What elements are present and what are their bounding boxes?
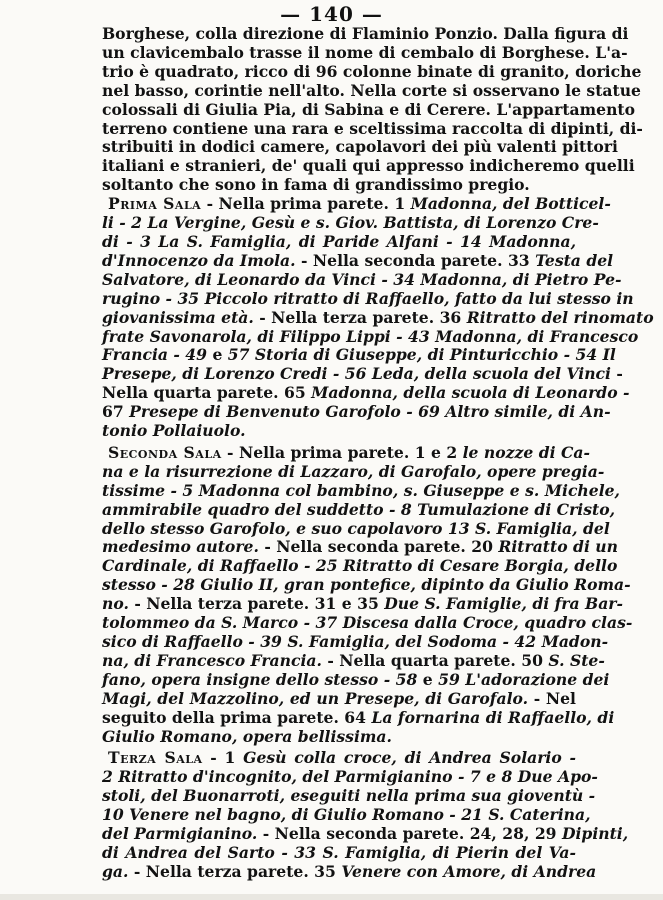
intro-line: Borghese, colla direzione di Flaminio Ponzio. Dalla figura di (102, 24, 629, 43)
intro-line: soltanto che sono in fama di grandissimo pregio. (102, 175, 530, 195)
prima-sala-line: tonio Pollaiuolo. (102, 421, 246, 441)
prima-sala-line: d'Innocenzo da Imola. - Nella seconda parete. 33 Testa del (102, 250, 614, 270)
intro-line: stribuiti in dodici camere, capolavori dei più valenti pittori (102, 137, 618, 157)
prima-sala-line: Nella quarta parete. 65 Madonna, della scuola di Leonardo - (102, 383, 630, 403)
seconda-sala-line: na e la risurrezione di Lazzaro, di Garofalo, opere pregia- (102, 461, 605, 481)
prima-sala-line: li - 2 La Vergine, Gesù e s. Giov. Battista, di Lorenzo Cre- (102, 213, 599, 233)
terza-sala-line: ga. - Nella terza parete. 35 Venere con Amore, di Andrea (102, 861, 597, 881)
seconda-sala-line: sico di Raffaello - 39 S. Famiglia, del Sodoma - 42 Madon- (102, 632, 609, 651)
prima-sala-line: di - 3 La S. Famiglia, di Paride Alfani - 14 Madonna, (102, 231, 576, 251)
terza-sala-heading: Terza Sala (108, 748, 203, 768)
seconda-sala-line: tolommeo da S. Marco - 37 Discesa dalla Croce, quadro clas- (102, 613, 633, 633)
terza-sala-line: Terza Sala - 1 Gesù colla croce, di Andrea Solario - (108, 748, 576, 768)
prima-sala-line: rugino - 35 Piccolo ritratto di Raffaello, fatto da lui stesso in (102, 288, 634, 308)
seconda-sala-line: medesimo autore. - Nella seconda parete. 20 Ritratto di un (102, 537, 618, 557)
page-text (102, 24, 654, 882)
seconda-sala-line: stesso - 28 Giulio II, gran pontefice, dipinto da Giulio Roma- (102, 575, 631, 595)
prima-sala-line: Presepe, di Lorenzo Credi - 56 Leda, della scuola del Vinci - (102, 364, 623, 384)
terza-sala-line: 10 Venere nel bagno, di Giulio Romano - 21 S. Caterina, (102, 805, 591, 825)
prima-sala-line: Prima Sala - Nella prima parete. 1 Madonna, del Botticel- (108, 194, 611, 214)
seconda-sala-line: Cardinale, di Raffaello - 25 Ritratto di Cesare Borgia, dello (102, 556, 618, 576)
seconda-sala-heading: Seconda Sala (108, 442, 222, 462)
prima-sala-line: Salvatore, di Leonardo da Vinci - 34 Madonna, di Pietro Pe- (102, 269, 622, 289)
intro-line: terreno contiene una rara e sceltissima raccolta di dipinti, di- (102, 118, 643, 138)
seconda-sala-line: Seconda Sala - Nella prima parete. 1 e 2 le nozze di Ca- (108, 442, 590, 462)
intro-line: nel basso, corintie nell'alto. Nella corte si osservano le statue (102, 80, 641, 100)
intro-line: un clavicembalo trasse il nome di cembalo di Borghese. L'a- (102, 42, 628, 62)
prima-sala-line: Francia - 49 e 57 Storia di Giuseppe, di Pinturicchio - 54 Il (102, 345, 616, 365)
seconda-sala-line: ammirabile quadro del suddetto - 8 Tumulazione di Cristo, (102, 499, 616, 519)
seconda-sala-line: dello stesso Garofolo, e suo capolavoro 13 S. Famiglia, del (102, 518, 610, 538)
intro-line: colossali di Giulia Pia, di Sabina e di Cerere. L'appartamento (102, 99, 636, 119)
seconda-sala-line: Magi, del Mazzolino, ed un Presepe, di Garofalo. - Nel (102, 688, 576, 708)
prima-sala-line: 67 Presepe di Benvenuto Garofolo - 69 Altro simile, di An- (102, 402, 611, 422)
terza-sala-line: 2 Ritratto d'incognito, del Parmigianino - 7 e 8 Due Apo- (102, 767, 598, 787)
seconda-sala-line: tissime - 5 Madonna col bambino, s. Giuseppe e s. Michele, (102, 480, 620, 500)
seconda-sala-line: fano, opera insigne dello stesso - 58 e 59 L'adorazione dei (102, 669, 610, 689)
seconda-sala-line: Giulio Romano, opera bellissima. (102, 726, 392, 746)
prima-sala-heading: Prima Sala (108, 194, 202, 214)
intro-line: trio è quadrato, ricco di 96 colonne binate di granito, doriche (102, 61, 642, 81)
prima-sala-line: frate Savonarola, di Filippo Lippi - 43 Madonna, di Francesco (102, 326, 639, 346)
intro-line: italiani e stranieri, de' quali qui appresso indicheremo quelli (102, 156, 635, 176)
seconda-sala-line: na, di Francesco Francia. - Nella quarta parete. 50 S. Ste- (102, 650, 605, 670)
prima-sala-line: giovanissima età. - Nella terza parete. 36 Ritratto del rinomato (102, 307, 654, 327)
seconda-sala-line: seguito della prima parete. 64 La fornarina di Raffaello, di (102, 707, 615, 727)
seconda-sala-line: no. - Nella terza parete. 31 e 35 Due S. Famiglie, di fra Bar- (102, 594, 623, 614)
page-number: — 140 — (280, 2, 383, 26)
terza-sala-line: stoli, del Buonarroti, eseguiti nella prima sua gioventù - (102, 786, 596, 806)
terza-sala-line: di Andrea del Sarto - 33 S. Famiglia, di Pierin del Va- (102, 842, 576, 862)
page-bottom-edge (0, 894, 663, 900)
terza-sala-line: del Parmigianino. - Nella seconda parete. 24, 28, 29 Dipinti, (102, 824, 629, 844)
